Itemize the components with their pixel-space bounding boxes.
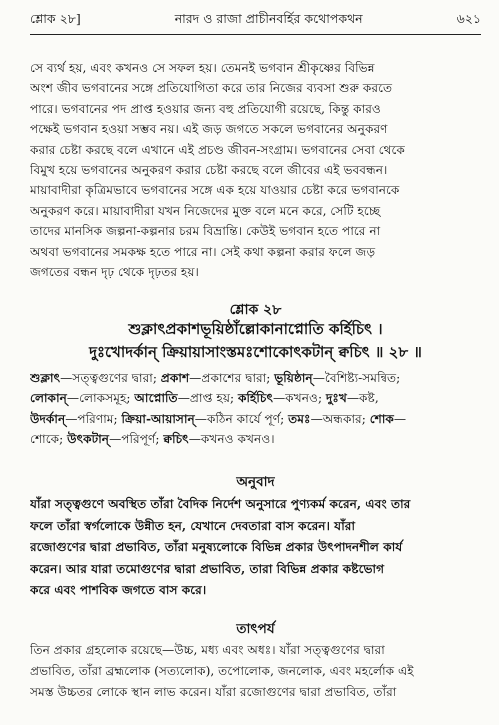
purport-line: তিন প্রকার গ্রহলোক রয়েছে—উচ্চ, মধ্য এবং অধঃ। যাঁরা সত্ত্বগুণের দ্বারা: [30, 643, 385, 657]
text-line: জগতের বন্ধন দৃঢ় থেকে দৃঢ়তর হয়।: [30, 265, 199, 280]
synonym-meaning: —অন্ধকার;: [310, 411, 370, 426]
synonym-meaning: —: [393, 411, 407, 426]
translation-heading: অনুবাদ: [236, 474, 275, 490]
verse-line-2: দুঃখোদর্কান্ ক্রিয়ায়াসাংস্তমঃশোকোৎকটান্ ক্বচিৎ ॥ ২৮ ॥: [89, 343, 422, 361]
synonym-word: প্রকাশ: [160, 371, 190, 385]
header-chapter-title: নারদ ও রাজা প্রাচীনবর্হির কথোপকথন: [174, 11, 363, 26]
verse-line-1: শুক্লাৎপ্রকাশভূয়িষ্ঠাঁল্লোকানাপ্নোতি কর্হিচিৎ ।: [128, 320, 383, 338]
synonym-meaning: —কখনও;: [272, 391, 326, 406]
synonym-word: তমঃ: [288, 411, 311, 426]
translation-line: যাঁরা সত্ত্বগুণে অবস্থিত তাঁরা বৈদিক নির্দেশ অনুসারে পুণ্যকর্ম করেন, এবং তার: [30, 497, 411, 511]
verse-title: শ্লোক ২৮: [229, 302, 282, 318]
synonym-word: উদর্কান্: [30, 411, 66, 426]
text-line: তাদের মানসিক জল্পনা-কল্পনার চরম বিভ্রান্তি। কেউই ভগবান হতে পারে না: [30, 224, 381, 239]
translation-line: রজোগুণের দ্বারা প্রভাবিত, তাঁরা মনুষ্যলোকে বিভিন্ন প্রকার উৎপাদনশীল কার্য: [30, 540, 403, 554]
text-line: পক্ষেই ভগবান হওয়া সম্ভব নয়। এই জড় জগতে সকলে ভগবানের অনুকরণ: [30, 122, 388, 137]
text-line: অনুকরণ করে। মায়াবাদীরা যখন নিজেদের মুক্ত বলে মনে করে, সেটি হচ্ছে: [30, 203, 381, 218]
synonym-meaning: —পরিপূর্ণ;: [109, 432, 164, 447]
translation-line: করেন। আর যারা তমোগুণের দ্বারা প্রভাবিত, তারা বিভিন্ন প্রকার কষ্টভোগ: [30, 561, 385, 576]
synonym-meaning: —প্রাপ্ত হয়;: [177, 391, 238, 406]
text-line: সে ব্যর্থ হয়, এবং কখনও সে সফল হয়। তেমনই ভগবান শ্রীকৃষ্ণের বিভিন্ন: [30, 61, 375, 75]
page-number: ৬২১: [456, 11, 481, 26]
text-line: মায়াবাদীরা কৃত্রিমভাবে ভগবানের সঙ্গে এক হয়ে যাওয়ার চেষ্টা করে ভগবানকে: [30, 183, 400, 198]
synonym-meaning: —লোকসমূহ;: [66, 391, 135, 406]
text-line: অংশ জীব ভগবানের সঙ্গে প্রতিযোগিতা করে তার নিজের ব্যবসা শুরু করতে: [30, 81, 393, 96]
header-verse-ref: শ্লোক ২৮]: [30, 11, 81, 26]
synonym-meaning: শোকে;: [30, 432, 68, 447]
text-line: করার চেষ্টা করছে বলে এখানে এই প্রচণ্ড জীবন-সংগ্রাম। ভগবানের সেবা থেকে: [30, 142, 405, 157]
text-line: বিমুখ হয়ে ভগবানের অনুকরণ করার চেষ্টা করছে বলে জীবের এই ভববন্ধন।: [30, 163, 388, 178]
synonym-meaning: —কখনও কখনও।: [188, 432, 275, 447]
synonym-meaning: —প্রকাশের দ্বারা;: [189, 371, 275, 385]
purport-line: সমস্ত উচ্চতর লোকে স্থান লাভ করেন। যাঁরা রজোগুণের দ্বারা প্রভাবিত, তাঁরা: [30, 685, 397, 699]
text-line: পারে। ভগবানের পদ প্রাপ্ত হওয়ার জন্য বহু প্রতিযোগী রয়েছে, কিন্তু কারও: [30, 101, 381, 116]
synonym-word: লোকান্: [30, 391, 67, 406]
translation-line: ফলে তাঁরা স্বর্গলোকে উন্নীত হন, যেখানে দেবতারা বাস করেন। যাঁরা: [30, 518, 355, 533]
purport-line: প্রভাবিত, তাঁরা ব্রহ্মলোক (সত্যলোক), তপোলোক, জনলোক, এবং মহর্লোক এই: [30, 664, 414, 678]
purport-heading: তাৎপর্য: [236, 621, 275, 637]
synonym-word: উৎকটান্: [67, 432, 110, 447]
synonym-word: আপ্নোতি: [134, 391, 178, 406]
synonym-meaning: —পরিণাম;: [65, 411, 122, 426]
synonym-word: ক্রিয়া-আয়াসান্: [121, 411, 195, 426]
purport-section: [30, 0, 481, 725]
text-line: অথবা ভগবানের সমকক্ষ হতে পারে না। সেই কথা কল্পনা করার ফলে জড়: [30, 244, 376, 259]
translation-line: করে এবং পাশবিক জগতে বাস করে।: [30, 583, 207, 597]
synonym-word: কর্হিচিৎ: [237, 391, 273, 406]
synonym-meaning: —কঠিন কার্যে পূর্ণ;: [194, 411, 289, 426]
synonym-meaning: —বৈশিষ্ট্য-সমন্বিত;: [312, 371, 401, 385]
synonym-meaning: —সত্ত্বগুণের দ্বারা;: [60, 371, 161, 385]
synonym-meaning: —কষ্ট,: [346, 391, 379, 406]
synonym-word: ক্বচিৎ: [163, 432, 189, 447]
synonym-word: শুক্লাৎ: [30, 371, 61, 385]
synonym-word: শোক: [369, 411, 394, 426]
synonym-word: ভূয়িষ্ঠান্: [274, 371, 313, 385]
purport-text: [30, 640, 481, 703]
synonym-word: দুঃখ: [325, 391, 347, 406]
